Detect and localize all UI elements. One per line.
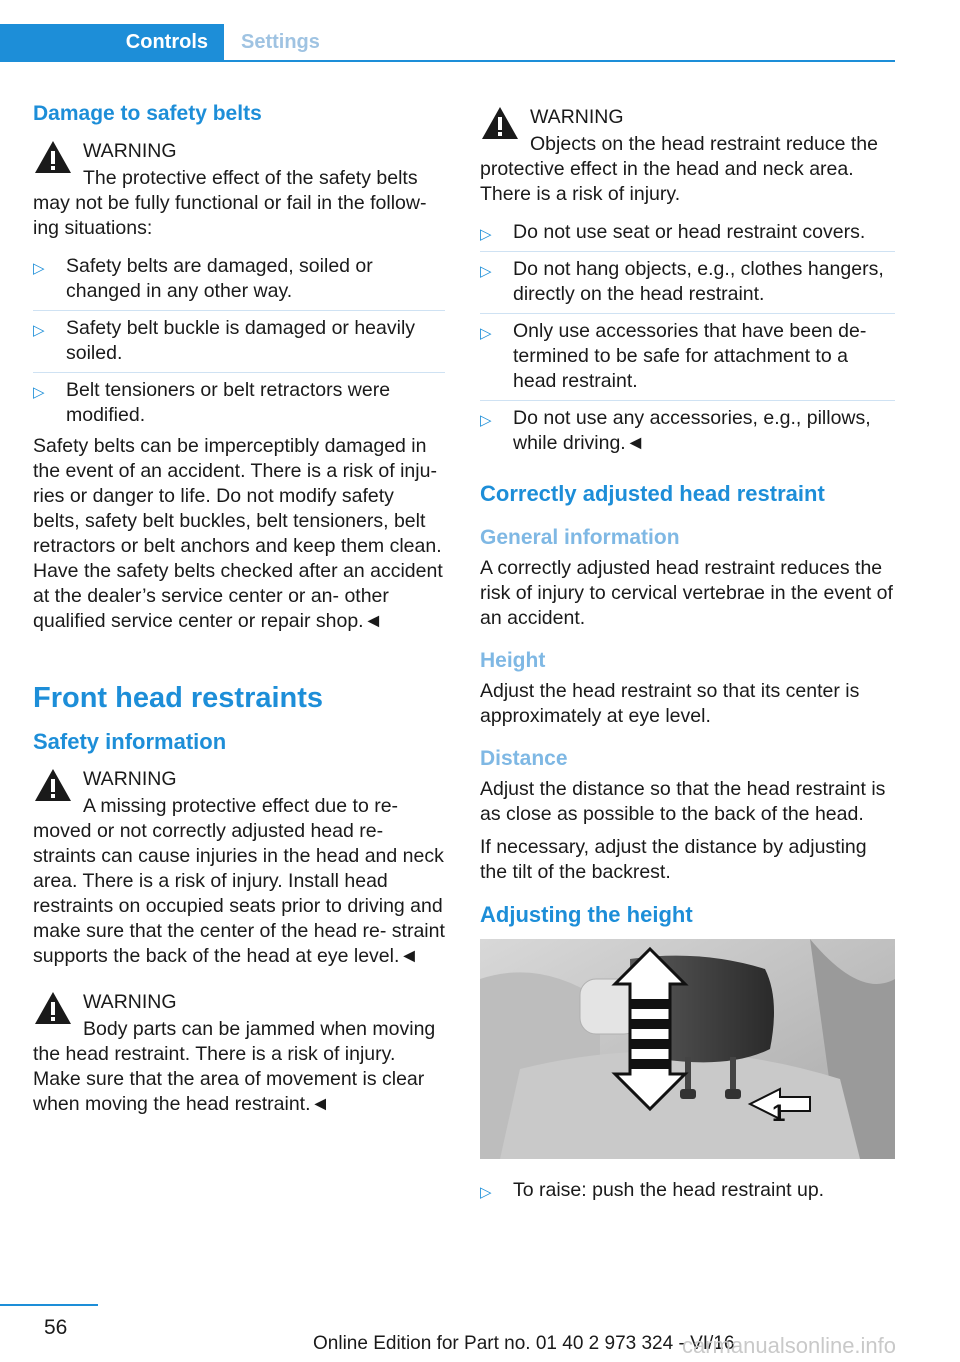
warning-text: the head restraint. There is a risk of injury. Make sure that the area of movement is clear when moving the head restraint.◄ (33, 1043, 425, 1115)
page-number: 56 (44, 1316, 68, 1339)
distance-text: Adjust the distance so that the head restraint is as close as possible to the back of the head. (480, 778, 886, 825)
adjusting-height-heading: Adjusting the height (480, 902, 693, 927)
bullet-triangle-icon: ▷ (33, 384, 45, 401)
restraint-list (480, 215, 895, 462)
damage-heading: Damage to safety belts (33, 102, 262, 125)
warning-objects (480, 100, 895, 207)
watermark: carmanualsonline.info (682, 1333, 897, 1358)
list-item: ▷ Do not hang objects, e.g., clothes hangers, directly on the head restraint. (480, 251, 895, 313)
warning-triangle-icon (480, 105, 520, 141)
callout-number: 1 (772, 1100, 786, 1127)
height-list (480, 1173, 895, 1209)
list-item: ▷ Safety belt buckle is damaged or heavily soiled. (33, 310, 445, 372)
warning-triangle-icon (33, 990, 73, 1026)
bullet-triangle-icon: ▷ (480, 263, 492, 280)
bullet-triangle-icon: ▷ (480, 226, 492, 243)
warning-belts (33, 134, 445, 241)
warning-jammed (33, 985, 445, 1117)
warning-text-first: Objects on the head restraint reduce the (530, 133, 878, 155)
warning-label: WARNING (83, 991, 177, 1013)
bullet-triangle-icon: ▷ (33, 322, 45, 339)
list-item: ▷ Do not use seat or head restraint covers. (480, 215, 895, 251)
bullet-triangle-icon: ▷ (480, 412, 492, 429)
tab-settings[interactable]: Settings (241, 30, 320, 53)
warning-label: WARNING (530, 106, 624, 128)
tab-controls[interactable]: Controls (0, 24, 224, 60)
list-item: ▷ Safety belts are damaged, soiled or changed in any other way. (33, 255, 373, 302)
warning-triangle-icon (33, 139, 73, 175)
list-item: ▷ Do not use any accessories, e.g., pillows, while driving.◄ (480, 400, 895, 462)
right-column (480, 100, 895, 1209)
height-text: Adjust the head restraint so that its center is approximately at eye level. (480, 680, 860, 727)
left-column (33, 100, 445, 1125)
general-info-text: A correctly adjusted head restraint reduces the risk of injury to cervical vertebrae in the event of an accident. (480, 557, 893, 629)
list-item: ▷ Belt tensioners or belt retractors were modified. (33, 372, 445, 434)
tab-bar (0, 24, 895, 62)
warning-text: moved or not correctly adjusted head re‐ straints can cause injuries in the head and neck area. There is a risk of injury. Install head restraints on occupied seats prior to driving and make sure that the center of the head re‐ straint supports the back of the head at eye level.◄ (33, 820, 445, 967)
correct-restraint-heading: Correctly adjusted head restraint (480, 481, 825, 506)
damage-paragraph: Safety belts can be imperceptibly damaged in the event of an accident. There is a risk of inju‐ ries or danger to life. Do not modify safety belts, safety belt buckles, belt tensioners, belt retractors or belt anchors and keep them clean. Have the safety belts checked after an accident at the dealer’s service center or an‐ other qualified service center or repair shop.◄ (33, 435, 443, 632)
warning-label: WARNING (83, 140, 177, 162)
head-restraint-photo (480, 939, 895, 1159)
bullet-triangle-icon: ▷ (480, 1184, 492, 1201)
list-item: ▷ To raise: push the head restraint up. (480, 1173, 895, 1209)
warning-text-first: Body parts can be jammed when moving (83, 1018, 436, 1040)
damage-list (33, 249, 445, 434)
warning-text-first: The protective effect of the safety belts (83, 167, 418, 189)
front-head-restraints-heading: Front head restraints (33, 682, 324, 714)
warning-text: may not be fully functional or fail in the follow‐ ing situations: (33, 192, 427, 239)
bullet-triangle-icon: ▷ (480, 325, 492, 342)
edition-text: Online Edition for Part no. 01 40 2 973 324 - VI/16 (313, 1333, 735, 1354)
footer-rule (0, 1304, 98, 1306)
warning-text-first: A missing protective effect due to re‐ (83, 795, 399, 817)
height-heading: Height (480, 649, 546, 672)
warning-triangle-icon (33, 767, 73, 803)
bullet-triangle-icon: ▷ (33, 260, 45, 277)
warning-missing-effect (33, 762, 445, 969)
head-restraint-illustration (480, 939, 895, 1159)
distance-heading: Distance (480, 747, 568, 770)
distance-text-2: If necessary, adjust the distance by adjusting the tilt of the backrest. (480, 836, 867, 883)
warning-text: protective effect in the head and neck area. There is a risk of injury. (480, 158, 854, 205)
warning-label: WARNING (83, 768, 177, 790)
general-info-heading: General information (480, 526, 680, 549)
list-item: ▷ Only use accessories that have been de‐ termined to be safe for attachment to a head restraint. (480, 313, 895, 400)
safety-info-heading: Safety information (33, 729, 227, 754)
